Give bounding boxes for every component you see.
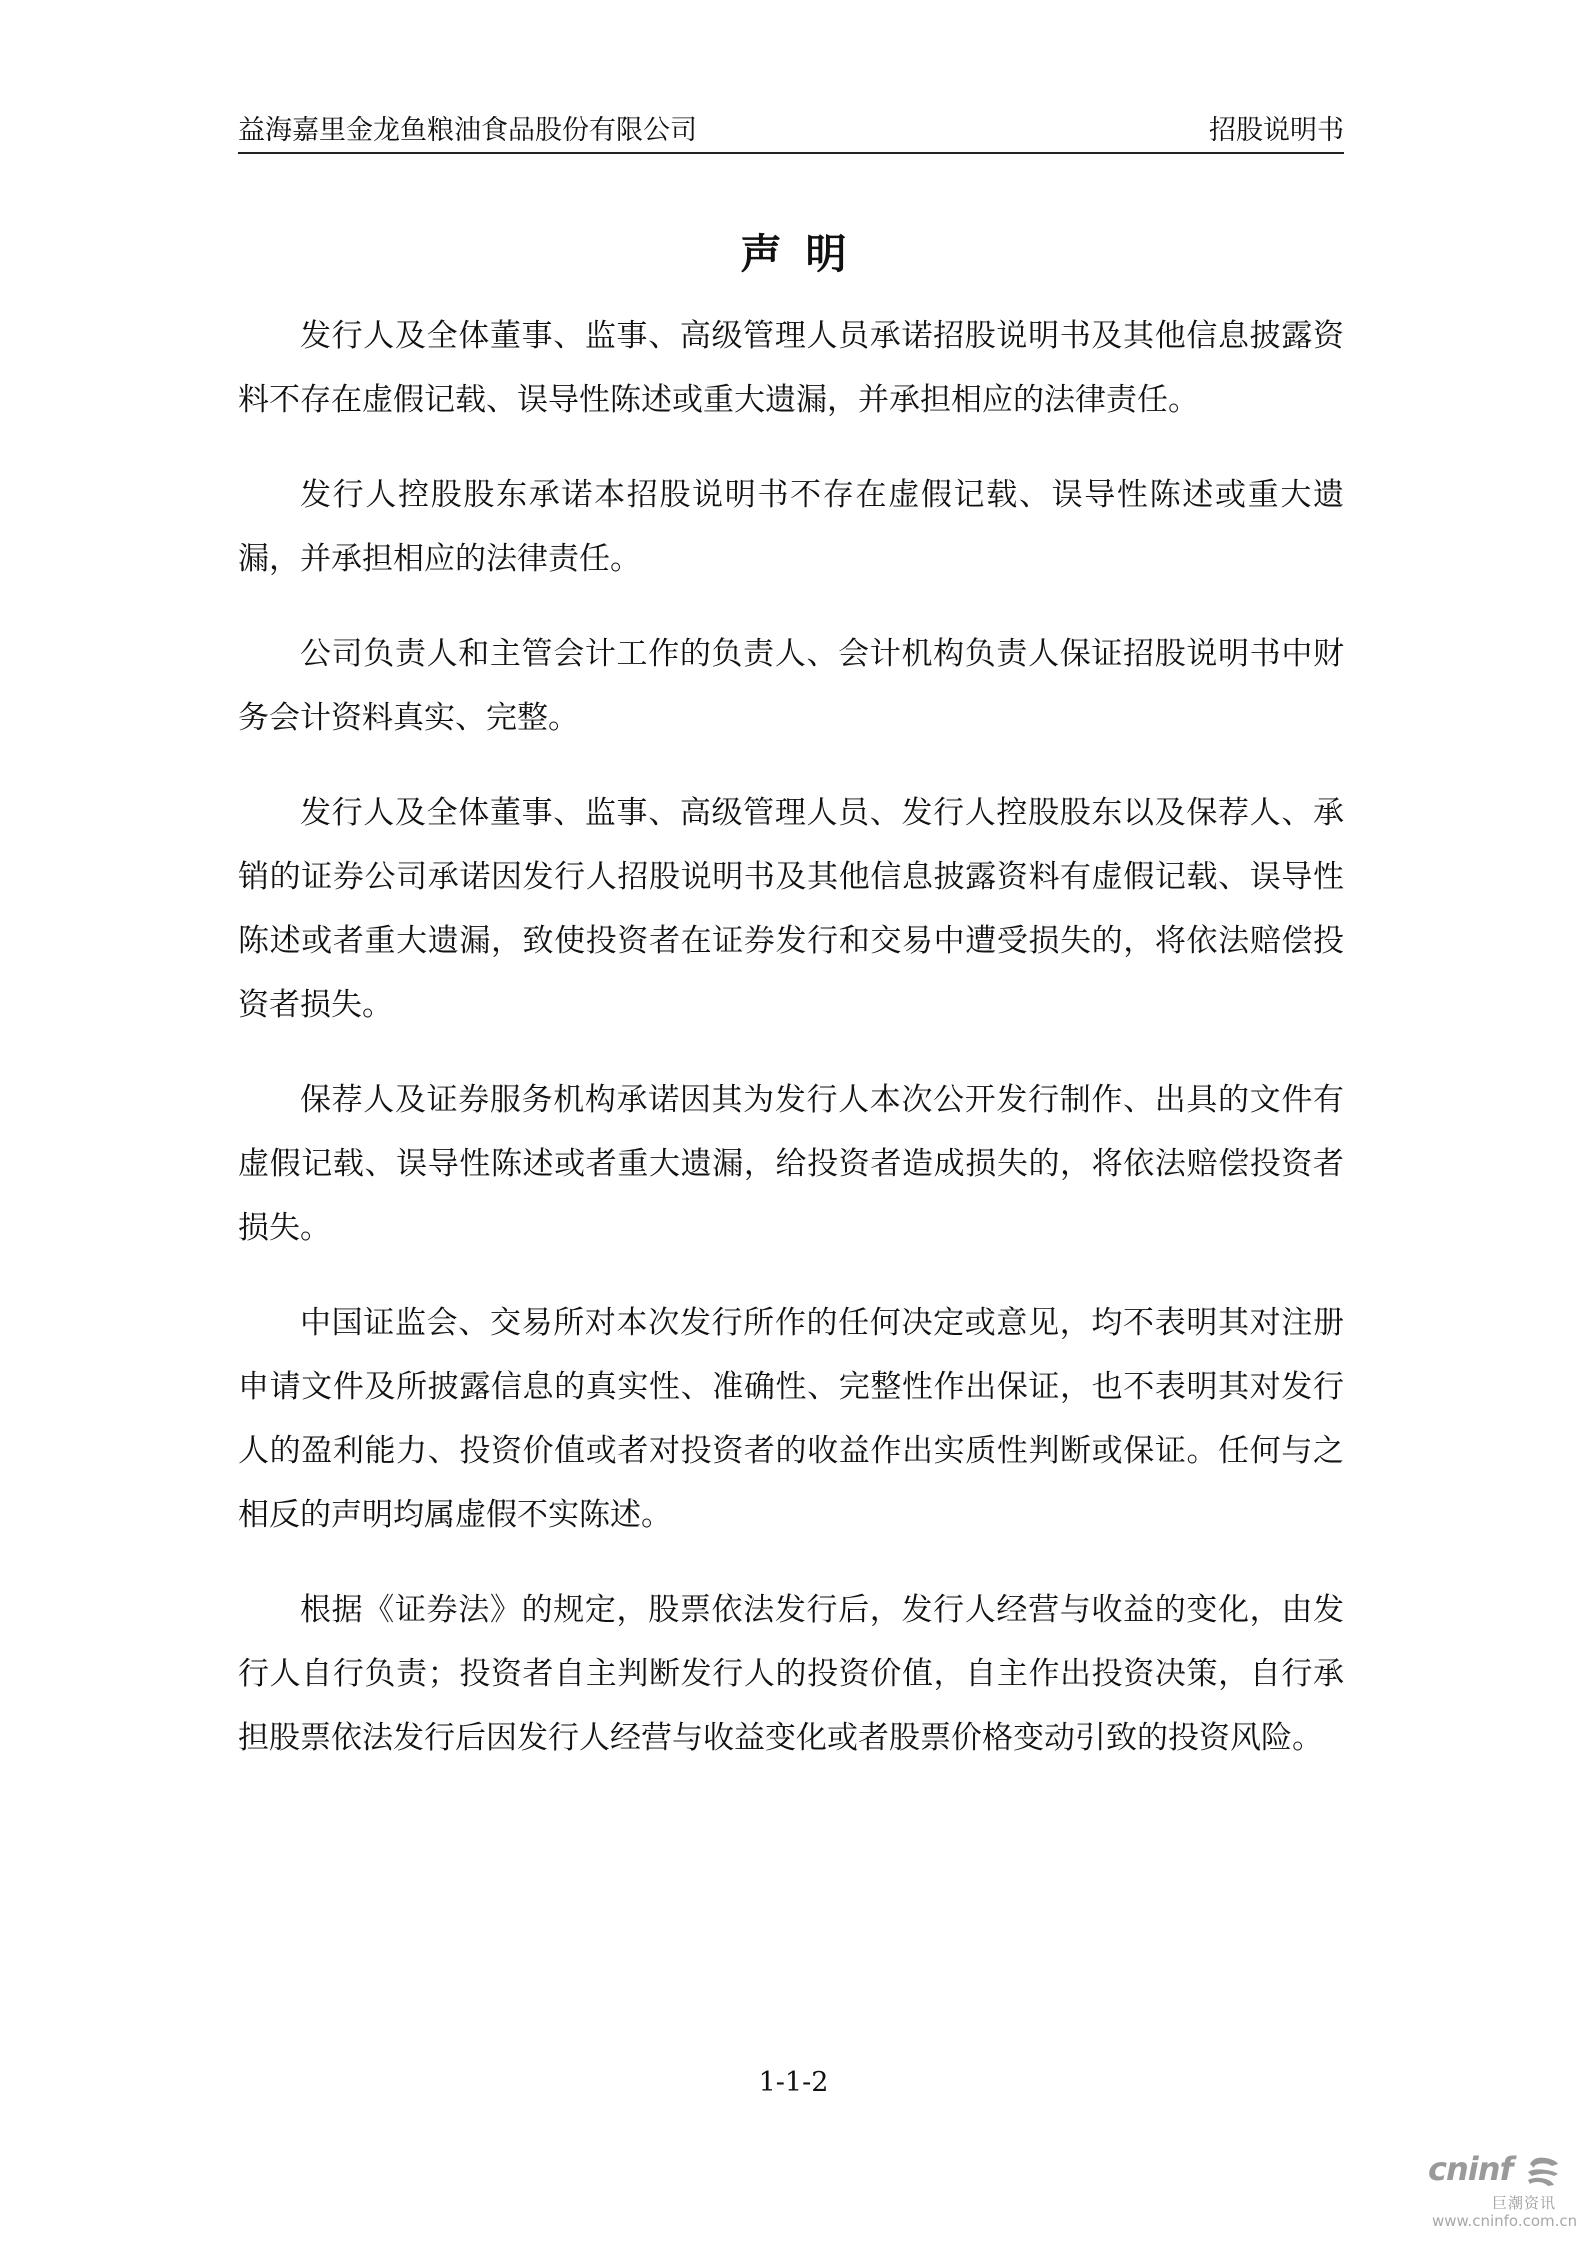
paragraph: 根据《证券法》的规定，股票依法发行后，发行人经营与收益的变化，由发行人自行负责；投资者自主判断发行人的投资价值，自主作出投资决策，自行承担股票依法发行后因发行人经营与收益变化或者股票价格变动引致的投资风险。: [238, 1592, 1344, 1756]
watermark-brand: cninf: [1428, 2150, 1513, 2188]
paragraph: 发行人及全体董事、监事、高级管理人员承诺招股说明书及其他信息披露资料不存在虚假记载、误导性陈述或重大遗漏，并承担相应的法律责任。: [238, 318, 1344, 418]
page-header: [238, 110, 1344, 154]
header-company-name: 益海嘉里金龙鱼粮油食品股份有限公司: [238, 115, 697, 146]
page-title: 声明: [740, 230, 871, 278]
document-body: [238, 304, 1344, 1801]
paragraph: 发行人及全体董事、监事、高级管理人员、发行人控股股东以及保荐人、承销的证券公司承诺因发行人招股说明书及其他信息披露资料有虚假记载、误导性陈述或者重大遗漏，致使投资者在证券发行和交易中遭受损失的，将依法赔偿投资者损失。: [238, 795, 1344, 1023]
header-document-type: 招股说明书: [1209, 115, 1344, 146]
paragraph: 中国证监会、交易所对本次发行所作的任何决定或意见，均不表明其对注册申请文件及所披露信息的真实性、准确性、完整性作出保证，也不表明其对发行人的盈利能力、投资价值或者对投资者的收益作出实质性判断或保证。任何与之相反的声明均属虚假不实陈述。: [238, 1305, 1344, 1533]
cninfo-logo-icon: [1524, 2154, 1562, 2188]
watermark-url: www.cninfo.com.cn: [1432, 2212, 1578, 2230]
page-number: 1-1-2: [758, 2067, 829, 2098]
cninfo-watermark: [1400, 2150, 1578, 2235]
watermark-brand-cn: 巨潮资讯: [1492, 2194, 1557, 2212]
paragraph: 保荐人及证券服务机构承诺因其为发行人本次公开发行制作、出具的文件有虚假记载、误导性陈述或者重大遗漏，给投资者造成损失的，将依法赔偿投资者损失。: [238, 1082, 1344, 1246]
paragraph: 发行人控股股东承诺本招股说明书不存在虚假记载、误导性陈述或重大遗漏，并承担相应的法律责任。: [238, 477, 1344, 577]
paragraph: 公司负责人和主管会计工作的负责人、会计机构负责人保证招股说明书中财务会计资料真实、完整。: [238, 636, 1344, 736]
